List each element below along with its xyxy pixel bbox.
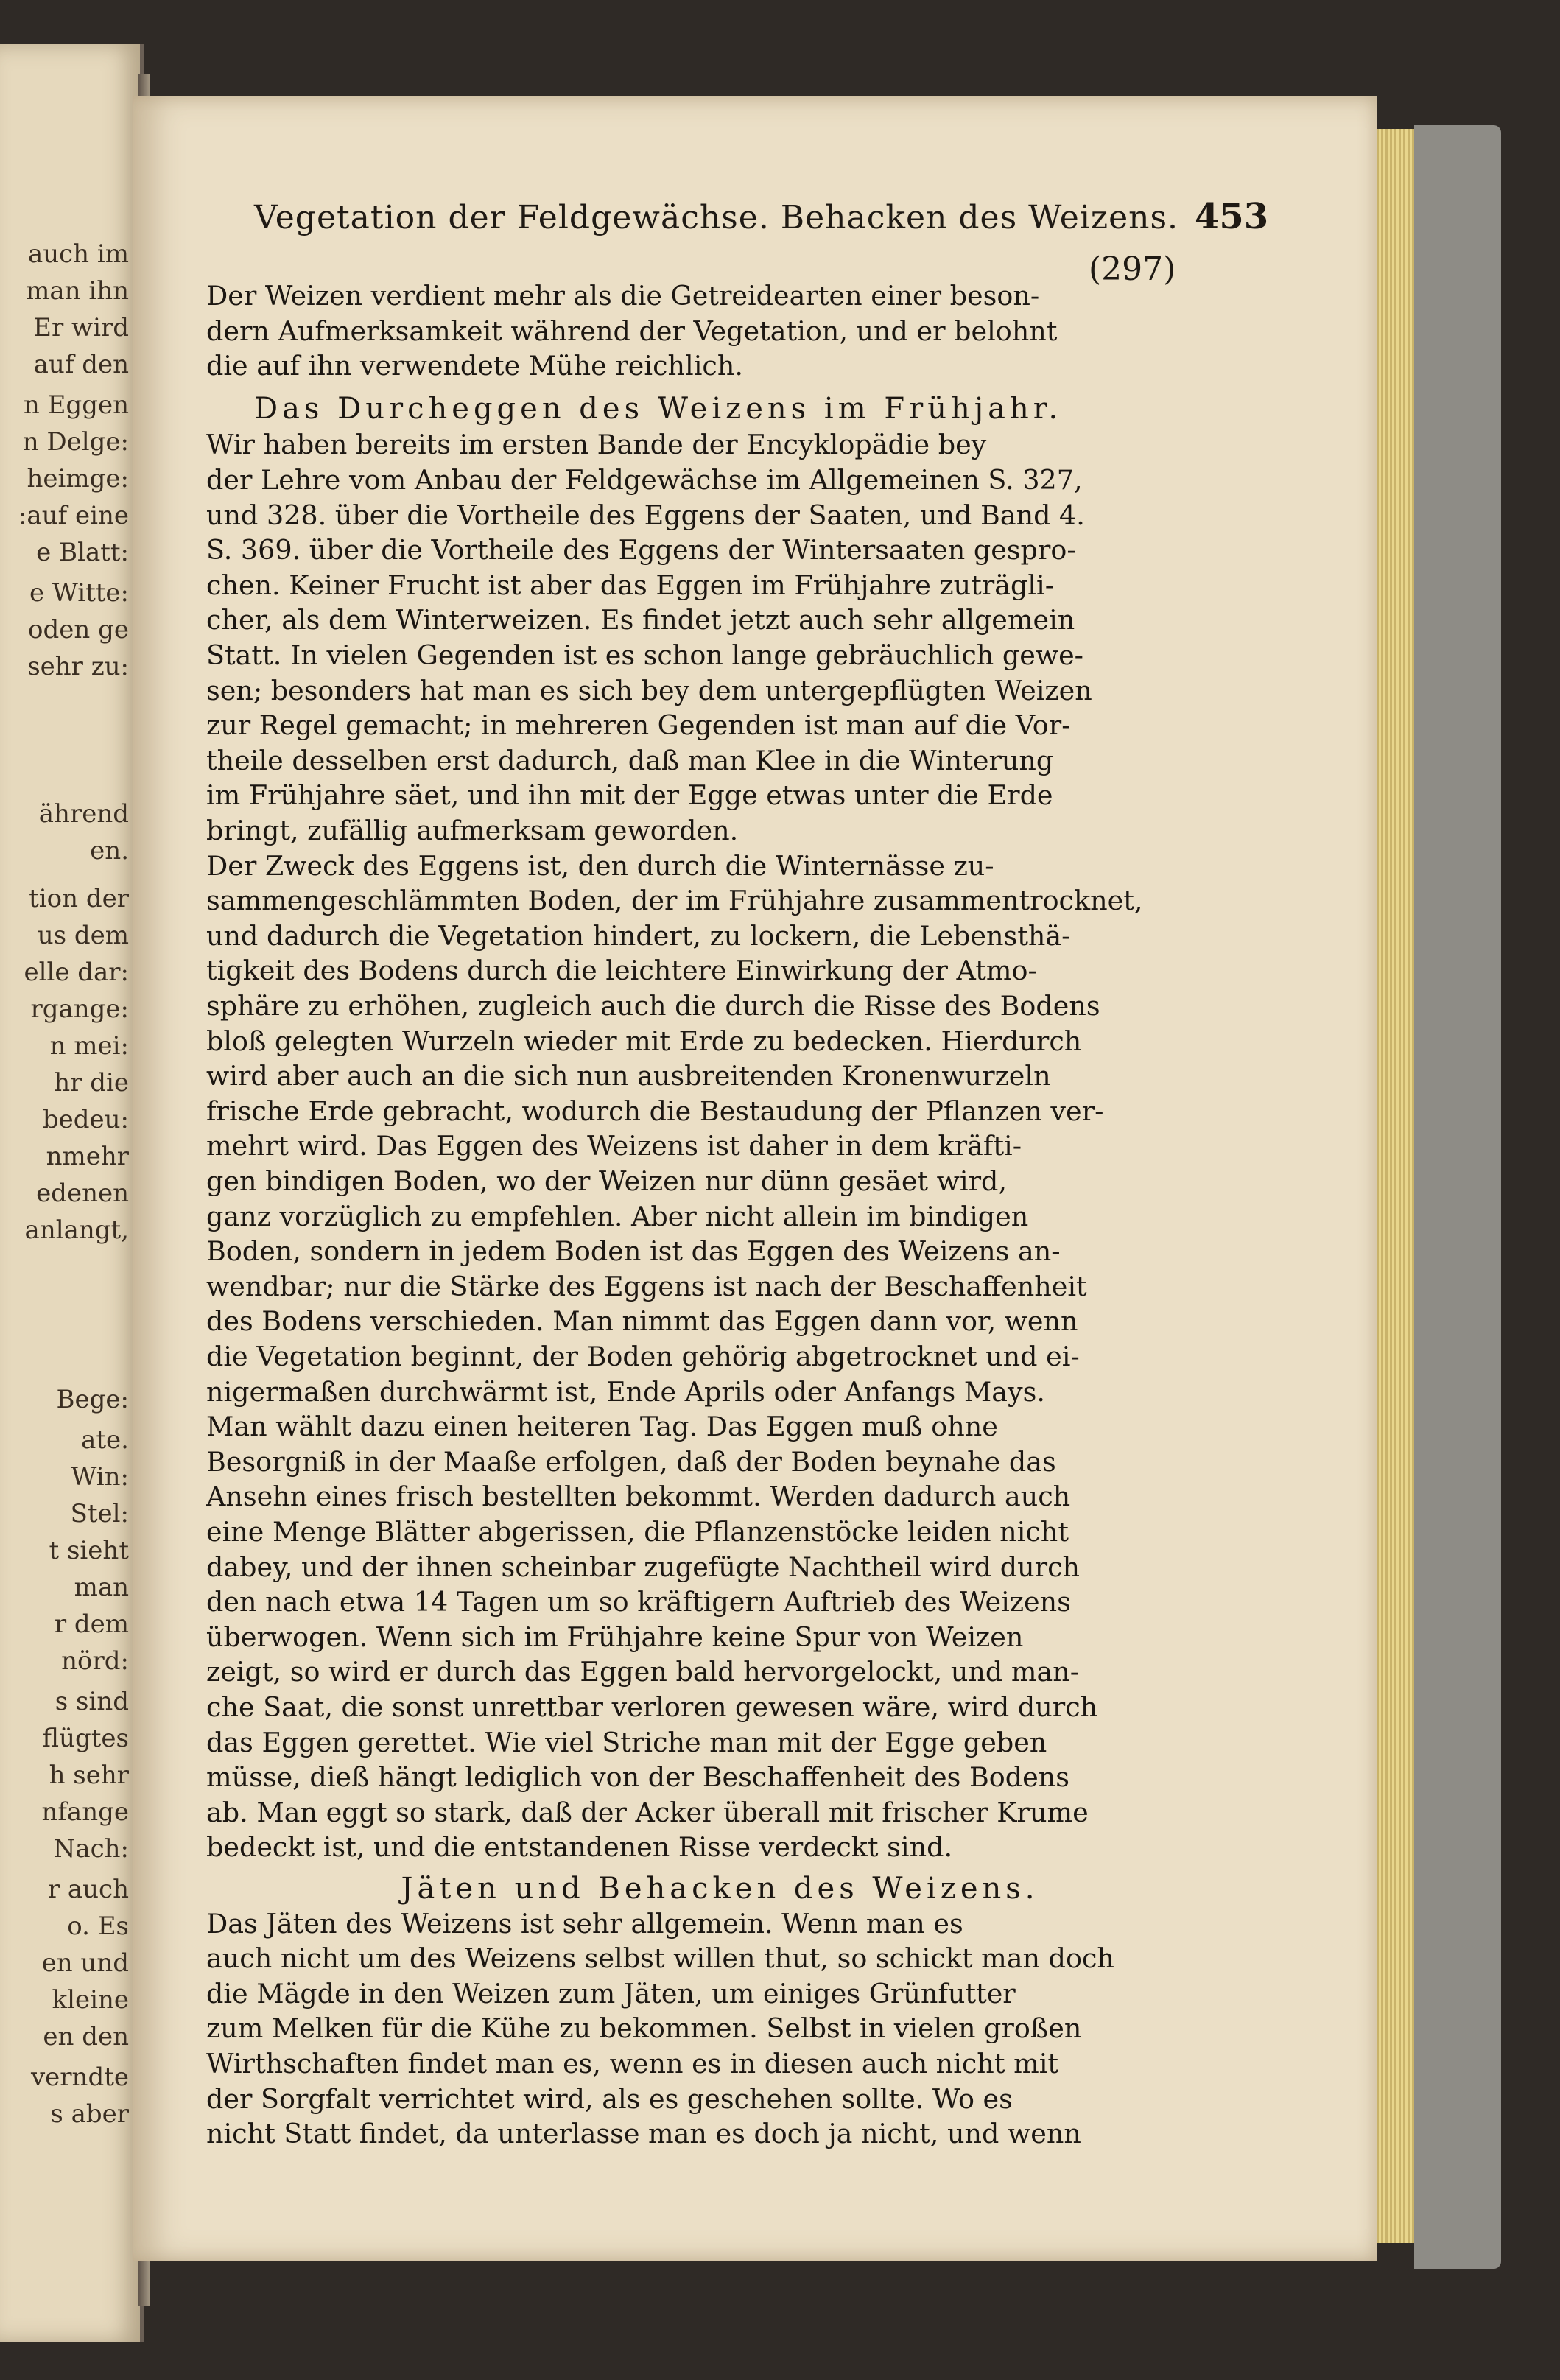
section-number: (297) — [1089, 250, 1176, 288]
facing-page-line: h sehr — [49, 1761, 129, 1790]
text-line: und dadurch die Vegetation hindert, zu lockern, die Lebensthä- — [206, 919, 1071, 952]
text-line: zum Melken für die Kühe zu bekommen. Selbst in vielen großen — [206, 2012, 1082, 2045]
facing-page-line: :auf eine — [18, 501, 129, 530]
facing-page — [0, 44, 144, 2342]
text-line: das Eggen gerettet. Wie viel Striche man mit der Egge geben — [206, 1726, 1047, 1758]
text-line: zeigt, so wird er durch das Eggen bald hervorgelockt, und man- — [206, 1656, 1080, 1688]
facing-page-line: ate. — [81, 1425, 129, 1455]
text-line: cher, als dem Winterweizen. Es findet jetzt auch sehr allgemein — [206, 604, 1075, 636]
text-line: sammengeschlämmten Boden, der im Frühjahre zusammentrocknet, — [206, 885, 1143, 917]
facing-page-line: edenen — [36, 1179, 129, 1208]
text-line: Man wählt dazu einen heiteren Tag. Das Eggen muß ohne — [206, 1411, 998, 1443]
facing-page-line: n mei: — [49, 1031, 129, 1061]
page-number: 453 — [1195, 196, 1269, 237]
facing-page-line: nmehr — [46, 1142, 129, 1171]
text-line: frische Erde gebracht, wodurch die Bestaudung der Pflanzen ver- — [206, 1095, 1104, 1127]
facing-page-line: s aber — [50, 2099, 129, 2129]
facing-page-line: anlangt, — [24, 1215, 129, 1245]
text-line: Ansehn eines frisch bestellten bekommt. Werden dadurch auch — [206, 1481, 1071, 1513]
facing-page-line: verndte — [30, 2063, 129, 2092]
facing-page-line: hr die — [54, 1068, 129, 1098]
facing-page-line: n Eggen — [23, 390, 129, 420]
facing-page-line: rgange: — [30, 994, 129, 1024]
facing-page-line: Win: — [71, 1462, 129, 1492]
text-line: eine Menge Blätter abgerissen, die Pflanzenstöcke leiden nicht — [206, 1516, 1069, 1548]
facing-page-line: en den — [43, 2022, 129, 2051]
facing-page-line: flügtes — [42, 1724, 129, 1753]
facing-page-line: Bege: — [56, 1385, 129, 1414]
text-line: die auf ihn verwendete Mühe reichlich. — [206, 350, 743, 382]
text-line: Wir haben bereits im ersten Bande der Encyklopädie bey — [206, 429, 987, 461]
text-line: der Sorgfalt verrichtet wird, als es geschehen sollte. Wo es — [206, 2082, 1013, 2115]
running-head: Vegetation der Feldgewächse. Behacken des Weizens. — [254, 199, 1179, 236]
text-line: Das Jäten des Weizens ist sehr allgemein. Wenn man es — [206, 1907, 963, 1940]
facing-page-line: us dem — [37, 921, 129, 950]
text-line: theile desselben erst dadurch, daß man Klee in die Winterung — [206, 744, 1054, 776]
text-line: die Mägde in den Weizen zum Jäten, um einiges Grünfutter — [206, 1977, 1016, 2009]
facing-page-line: sehr zu: — [27, 652, 129, 681]
facing-page-line: Er wird — [33, 313, 129, 343]
facing-page-line: tion der — [29, 884, 129, 913]
text-line: wendbar; nur die Stärke des Eggens ist nach der Beschaffenheit — [206, 1270, 1087, 1302]
text-line: bringt, zufällig aufmerksam geworden. — [206, 815, 739, 846]
facing-page-line: man — [74, 1573, 129, 1602]
text-line: gen bindigen Boden, wo der Weizen nur dünn gesäet wird, — [206, 1165, 1008, 1197]
facing-page-line: r dem — [54, 1610, 129, 1639]
section-heading: Jäten und Behacken des Weizens. — [401, 1872, 1039, 1906]
text-line: der Lehre vom Anbau der Feldgewächse im Allgemeinen S. 327, — [206, 464, 1083, 496]
book-cover-edge — [1414, 125, 1501, 2269]
text-line: im Frühjahre säet, und ihn mit der Egge etwas unter die Erde — [206, 779, 1053, 812]
facing-page-line: nfange — [41, 1797, 129, 1827]
facing-page-line: auf den — [33, 350, 129, 379]
text-line: die Vegetation beginnt, der Boden gehörig abgetrocknet und ei- — [206, 1341, 1080, 1372]
text-line: Wirthschaften findet man es, wenn es in diesen auch nicht mit — [206, 2048, 1059, 2079]
facing-page-line: e Witte: — [29, 578, 129, 608]
text-line: ganz vorzüglich zu empfehlen. Aber nicht allein im bindigen — [206, 1200, 1029, 1232]
text-line: Boden, sondern in jedem Boden ist das Eggen des Weizens an- — [206, 1235, 1061, 1268]
text-line: den nach etwa 14 Tagen um so kräftigern Auftrieb des Weizens — [206, 1586, 1071, 1618]
text-line: wird aber auch an die sich nun ausbreitenden Kronenwurzeln — [206, 1060, 1051, 1092]
facing-page-line: n Delge: — [22, 427, 129, 457]
facing-page-line: kleine — [52, 1985, 129, 2015]
facing-page-line: r auch — [47, 1875, 129, 1904]
facing-page-line: t sieht — [49, 1536, 129, 1565]
text-line: bedeckt ist, und die entstandenen Risse verdeckt sind. — [206, 1831, 953, 1864]
facing-page-line: Stel: — [70, 1499, 129, 1528]
text-line: Der Zweck des Eggens ist, den durch die Winternässe zu- — [206, 849, 994, 882]
facing-page-line: Nach: — [53, 1834, 129, 1864]
text-line: nicht Statt findet, da unterlasse man es doch ja nicht, und wenn — [206, 2118, 1081, 2150]
facing-page-line: bedeu: — [42, 1105, 129, 1134]
text-line: Statt. In vielen Gegenden ist es schon lange gebräuchlich gewe- — [206, 639, 1084, 671]
text-line: sen; besonders hat man es sich bey dem untergepflügten Weizen — [206, 674, 1092, 706]
section-heading: Das Durcheggen des Weizens im Frühjahr. — [254, 391, 1063, 426]
text-line: tigkeit des Bodens durch die leichtere Einwirkung der Atmo- — [206, 955, 1037, 987]
facing-page-line: ährend — [38, 799, 129, 829]
text-line: müsse, dieß hängt lediglich von der Beschaffenheit des Bodens — [206, 1761, 1069, 1794]
facing-page-line: en und — [41, 1948, 129, 1978]
facing-page-line: man ihn — [26, 276, 129, 306]
text-line: des Bodens verschieden. Man nimmt das Eggen dann vor, wenn — [206, 1305, 1078, 1338]
text-line: dern Aufmerksamkeit während der Vegetation, und er belohnt — [206, 315, 1058, 347]
text-line: und 328. über die Vortheile des Eggens der Saaten, und Band 4. — [206, 499, 1085, 531]
text-line: zur Regel gemacht; in mehreren Gegenden ist man auf die Vor- — [206, 709, 1071, 742]
text-line: mehrt wird. Das Eggen des Weizens ist daher in dem kräfti- — [206, 1130, 1022, 1162]
facing-page-line: o. Es — [67, 1912, 129, 1941]
facing-page-line: heimge: — [27, 464, 129, 494]
text-line: chen. Keiner Frucht ist aber das Eggen im Frühjahre zuträgli- — [206, 569, 1055, 601]
facing-page-line: en. — [90, 836, 129, 866]
text-line: Der Weizen verdient mehr als die Getreidearten einer beson- — [206, 280, 1040, 312]
facing-page-line: auch im — [27, 239, 129, 269]
facing-page-line: elle dar: — [24, 958, 129, 987]
text-line: S. 369. über die Vortheile des Eggens der Wintersaaten gespro- — [206, 534, 1076, 566]
text-line: Besorgniß in der Maaße erfolgen, daß der Boden beynahe das — [206, 1445, 1056, 1478]
facing-page-line: oden ge — [28, 615, 129, 645]
facing-page-line: nörd: — [61, 1646, 129, 1676]
facing-page-line: s sind — [55, 1687, 129, 1716]
text-line: nigermaßen durchwärmt ist, Ende Aprils oder Anfangs Mays. — [206, 1375, 1045, 1408]
text-line: sphäre zu erhöhen, zugleich auch die durch die Risse des Bodens — [206, 990, 1100, 1022]
text-line: ab. Man eggt so stark, daß der Acker überall mit frischer Krume — [206, 1796, 1089, 1828]
text-line: auch nicht um des Weizens selbst willen thut, so schickt man doch — [206, 1942, 1114, 1975]
text-line: che Saat, die sonst unrettbar verloren gewesen wäre, wird durch — [206, 1691, 1098, 1723]
text-line: bloß gelegten Wurzeln wieder mit Erde zu bedecken. Hierdurch — [206, 1025, 1082, 1057]
text-line: überwogen. Wenn sich im Frühjahre keine Spur von Weizen — [206, 1621, 1024, 1653]
facing-page-line: e Blatt: — [36, 538, 129, 567]
text-line: dabey, und der ihnen scheinbar zugefügte Nachtheil wird durch — [206, 1551, 1081, 1583]
